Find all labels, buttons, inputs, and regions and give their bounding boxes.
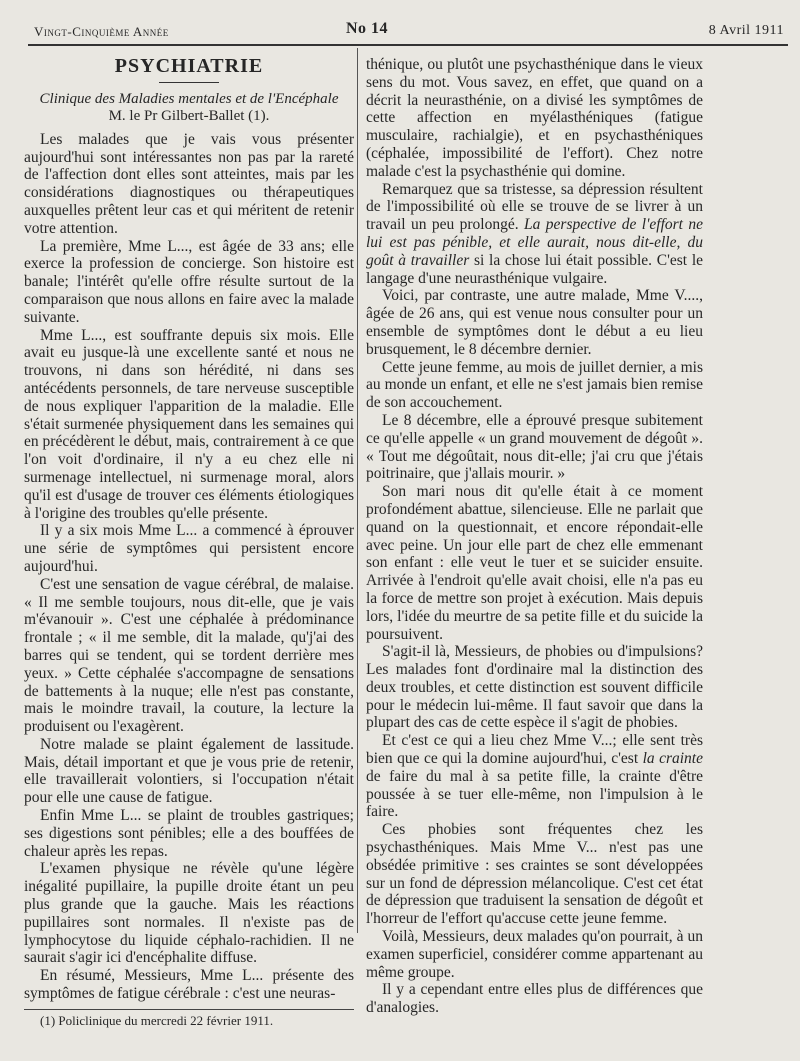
paragraph: Voilà, Messieurs, deux malades qu'on pourrait, à un examen superficiel, considérer comme appartenant au même groupe.	[366, 928, 703, 981]
paragraph	[366, 181, 703, 288]
text-run: de faire du mal à sa petite fille, la crainte d'être poussée à se tuer elle-même, non l'impulsion à le faire.	[366, 767, 703, 821]
paragraph: L'examen physique ne révèle qu'une légère inégalité pupillaire, la pupille droite étant un peu plus grande que la gauche. Mais les réactions pupillaires sont normales. Il n'existe pas de lymphocytose du liquide céphalo-rachidien. Il ne saurait s'agir ici d'encéphalite diffuse.	[24, 860, 354, 967]
header-volume: Vingt-Cinquième Année	[34, 24, 169, 39]
right-column	[366, 56, 703, 1017]
text-run: Remarquez que sa tristesse, sa dépression résultent de l'impossibilité où elle se trouve de se livrer à un travail un peu prolongé.	[366, 180, 703, 234]
paragraph: Il y a cependant entre elles plus de différences que d'analogies.	[366, 981, 703, 1017]
footnote: (1) Policlinique du mercredi 22 février 1911.	[40, 1012, 274, 1028]
text-run: Et c'est ce qui a lieu chez Mme V...; elle sent très bien que ce qui la domine aujourd'hui, c'est	[366, 732, 703, 768]
paragraph: Ces phobies sont fréquentes chez les psychasthéniques. Mais Mme V... n'est pas une obsédée primitive : ses craintes se sont développées sur un fond de dépression mélancolique. C'est cet état de dépression que traduisent la sensation de dégoût et l'horreur de l'effort qu'accuse cette jeune femme.	[366, 821, 703, 928]
paragraph	[366, 732, 703, 821]
paragraph: Notre malade se plaint également de lassitude. Mais, détail important et que je vous prie de retenir, elle travaillerait volontiers, si l'occupation n'était pour elle une cause de fatigue.	[24, 735, 354, 807]
paragraph: Voici, par contraste, une autre malade, Mme V...., âgée de 26 ans, qui est venue nous consulter pour un ensemble de symptômes dont le début a eu lieu brusquement, le 8 décembre dernier.	[366, 287, 703, 358]
column-divider	[357, 48, 358, 933]
article-author: M. le Pr Gilbert-Ballet (1).	[108, 107, 270, 124]
paragraph: En résumé, Messieurs, Mme L... présente des symptômes de fatigue cérébrale : c'est une neuras-	[24, 967, 354, 1003]
text-run: si la chose lui était possible. C'est le langage d'une neurasthénique vulgaire.	[366, 251, 704, 287]
paragraph: Cette jeune femme, au mois de juillet dernier, a mis au monde un enfant, et elle ne s'est jamais bien remise de son accouchement.	[366, 358, 703, 412]
paragraph: Mme L..., est souffrante depuis six mois. Elle avait eu jusque-là une excellente santé et nous ne trouvons, ni dans son hérédité, ni dans ses antécédents personnels, de tare nerveuse susceptible de nous expliquer l'apparition de la maladie. Elle s'était surmenée physiquement dans les semaines qui en précédèrent le début, mais, contrairement à ce que l'on voit d'ordinaire, il n'y a eu chez elle ni surmenage intellectuel, ni surmenage moral, alors qu'il est d'usage de trouver ces éléments étiologiques à l'origine des troubles qu'elle présente.	[24, 326, 354, 522]
title-rule	[159, 82, 219, 83]
footnote-rule	[24, 1009, 354, 1010]
quoted-italic: La perspective de l'effort ne lui est pas pénible, et elle aurait, nous dit-elle, du goût à travailler	[366, 216, 703, 269]
paragraph: Le 8 décembre, elle a éprouvé presque subitement ce qu'elle appelle « un grand mouvement de dégoût ». « Tout me dégoûtait, nous dit-elle; j'ai cru que j'étais poitrinaire, que j'allais mourir. »	[366, 411, 703, 483]
emphasis-italic: la crainte	[642, 750, 703, 768]
left-column	[24, 56, 354, 1028]
article-subtitle: Clinique des Maladies mentales et de l'Encéphale	[39, 90, 339, 107]
header-rule	[28, 44, 788, 46]
paragraph: La première, Mme L..., est âgée de 33 ans; elle exerce la profession de concierge. Son histoire est banale; l'intérêt qu'elle offre résulte surtout de la comparaison que nous allons en faire avec la malade suivante.	[24, 237, 354, 326]
paragraph: Son mari nous dit qu'elle était à ce moment profondément abattue, silencieuse. Elle ne parlait que quand on la questionnait, et encore répondait-elle avec peine. Un jour elle part de chez elle emmenant son enfant : elle veut le tuer et se suicider ensuite. Arrivée à l'endroit qu'elle avait choisi, elle n'a pas eu la force de mettre son projet à exécution. Mais depuis lors, l'idée du meurtre de sa petite fille et du suicide la poursuivent.	[366, 483, 703, 643]
paragraph: S'agit-il là, Messieurs, de phobies ou d'impulsions? Les malades font d'ordinaire mal la distinction des deux troubles, et cette distinction est souvent difficile pour le médecin lui-même. Il faut savoir que dans la plupart des cas de cette espèce il s'agit de phobies.	[366, 643, 703, 732]
paragraph: C'est une sensation de vague cérébral, de malaise. « Il me semble toujours, nous dit-elle, que je vais m'évanouir ». C'est une céphalée à prédominance frontale ; « il me semble, dit la malade, qu'j'ai des barres qui se tendent, qui se tordent derrière mes yeux. » Cette céphalée s'accompagne de sensations de battements à la nuque; elle n'est pas constante, mais le moindre travail, la couture, la lecture la produisent ou l'exagèrent.	[24, 575, 354, 736]
header-issue-number: No 14	[346, 20, 389, 37]
paragraph: Les malades que je vais vous présenter aujourd'hui sont intéressantes non pas par la rareté de l'affection dont elles sont atteintes, mais par les considérations diagnostiques ou thérapeutiques auxquelles prêtent leur cas et qui méritent de retenir votre attention.	[24, 130, 354, 237]
paragraph: thénique, ou plutôt une psychasthénique dans le vieux sens du mot. Vous savez, en effet, que quand on a décrit la neurasthénie, on a divisé les symptômes de cette affection en myélasthéniques (fatigue musculaire, rachialgie), et en psychasthéniques (céphalée, impossibilité de l'effort). Chez notre malade c'est la psychasthénie qui domine.	[366, 56, 703, 180]
header-date: 8 Avril 1911	[708, 23, 784, 38]
running-header	[34, 20, 784, 44]
section-title: PSYCHIATRIE	[114, 55, 264, 77]
paragraph: Il y a six mois Mme L... a commencé à éprouver une série de symptômes qui persistent encore aujourd'hui.	[24, 522, 354, 575]
paragraph: Enfin Mme L... se plaint de troubles gastriques; ses digestions sont pénibles; elle a des bouffées de chaleur après les repas.	[24, 807, 354, 860]
